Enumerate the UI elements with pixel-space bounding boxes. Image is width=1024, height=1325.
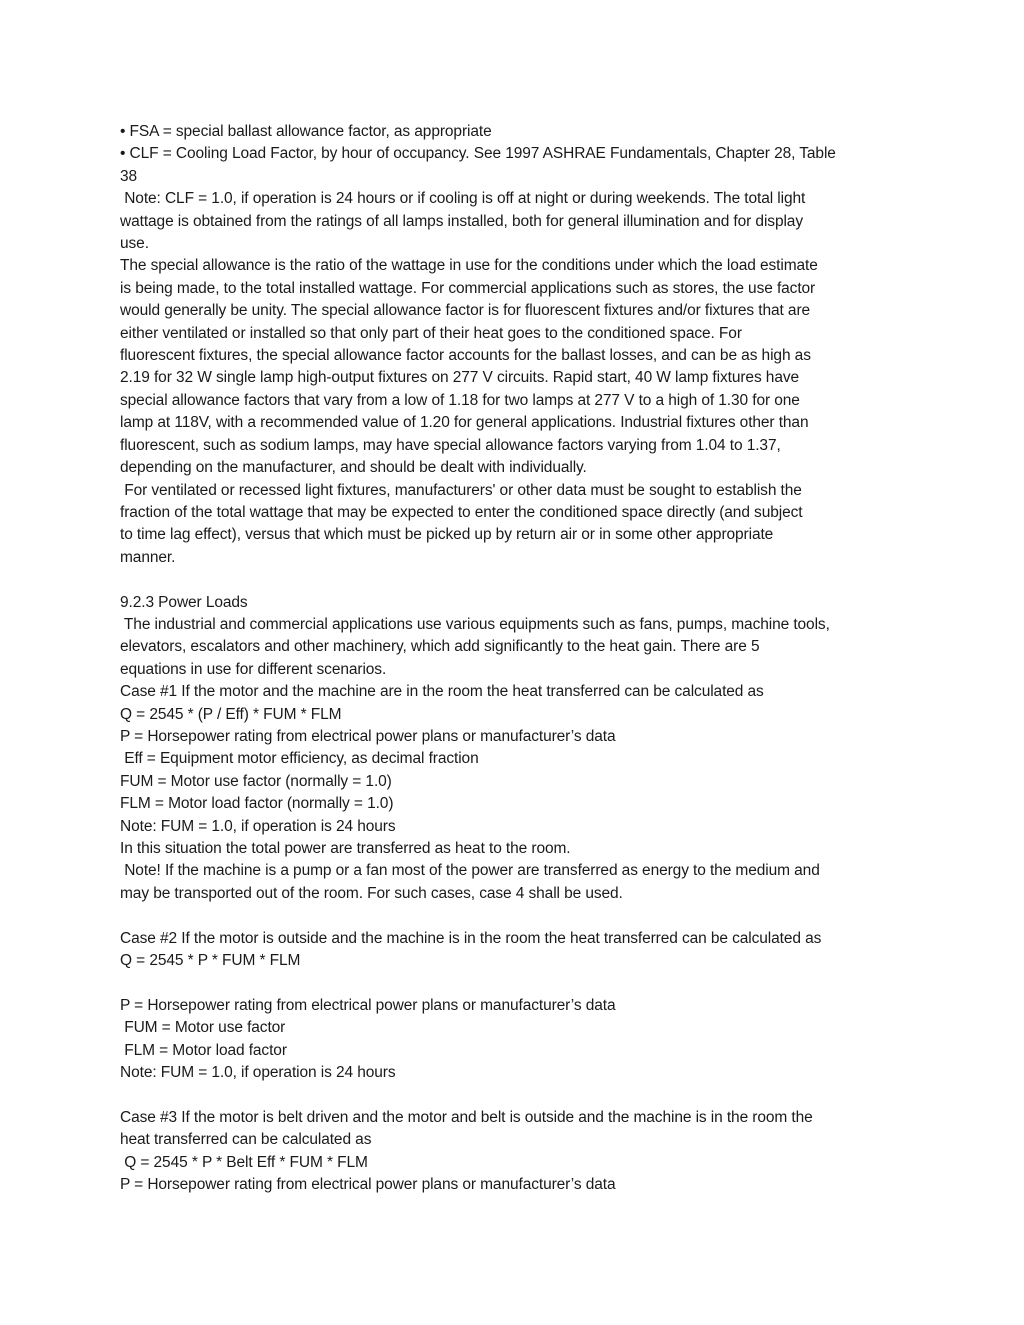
text-line: manner.: [120, 548, 176, 566]
text-line: Note: FUM = 1.0, if operation is 24 hours: [120, 1064, 396, 1082]
blank-line: [120, 1084, 906, 1106]
text-line: FLM = Motor load factor (normally = 1.0): [120, 795, 394, 813]
text-line: is being made, to the total installed wattage. For commercial applications such as stores, the use factor: [120, 279, 816, 297]
text-line: lamp at 118V, with a recommended value of 1.20 for general applications. Industrial fixtures other than: [120, 414, 809, 432]
text-line: FUM = Motor use factor: [120, 1019, 286, 1037]
text-line: FUM = Motor use factor (normally = 1.0): [120, 772, 392, 790]
text-line: Case #2 If the motor is outside and the machine is in the room the heat transferred can be calculated as: [120, 929, 822, 947]
text-line: to time lag effect), versus that which must be picked up by return air or in some other appropriate: [120, 526, 774, 544]
text-line: P = Horsepower rating from electrical power plans or manufacturer’s data: [120, 1176, 616, 1194]
equation-line: Q = 2545 * P * Belt Eff * FUM * FLM: [120, 1153, 368, 1171]
text-line: would generally be unity. The special allowance factor is for fluorescent fixtures and/or fixtures that are: [120, 302, 811, 320]
document-body: [120, 121, 906, 1196]
text-line: special allowance factors that vary from a low of 1.18 for two lamps at 277 V to a high of 1.30 for one: [120, 391, 800, 409]
text-line: Case #1 If the motor and the machine are in the room the heat transferred can be calculated as: [120, 683, 764, 701]
text-line: fraction of the total wattage that may be expected to enter the conditioned space directly (and subject: [120, 503, 803, 521]
text-line: P = Horsepower rating from electrical power plans or manufacturer’s data: [120, 996, 616, 1014]
blank-line: [120, 569, 906, 591]
text-line: 38: [120, 167, 138, 185]
text-line: Case #3 If the motor is belt driven and the motor and belt is outside and the machine is in the room the: [120, 1108, 813, 1126]
text-line: For ventilated or recessed light fixtures, manufacturers' or other data must be sought to establish the: [120, 481, 802, 499]
text-line: The industrial and commercial applications use various equipments such as fans, pumps, machine tools,: [120, 615, 830, 633]
text-line: heat transferred can be calculated as: [120, 1131, 372, 1149]
text-line: equations in use for different scenarios.: [120, 660, 387, 678]
text-line: depending on the manufacturer, and should be dealt with individually.: [120, 459, 587, 477]
text-line: In this situation the total power are transferred as heat to the room.: [120, 839, 571, 857]
text-line: 2.19 for 32 W single lamp high-output fixtures on 277 V circuits. Rapid start, 40 W lamp fixtures have: [120, 369, 800, 387]
text-line: • CLF = Cooling Load Factor, by hour of occupancy. See 1997 ASHRAE Fundamentals, Chapter 28, Table: [120, 145, 836, 163]
text-line: fluorescent fixtures, the special allowance factor accounts for the ballast losses, and can be as high as: [120, 347, 811, 365]
text-line: Note! If the machine is a pump or a fan most of the power are transferred as energy to the medium and: [120, 862, 820, 880]
text-line: • FSA = special ballast allowance factor, as appropriate: [120, 123, 492, 140]
text-line: FLM = Motor load factor: [120, 1041, 287, 1059]
text-line: Note: FUM = 1.0, if operation is 24 hours: [120, 817, 396, 835]
text-line: fluorescent, such as sodium lamps, may have special allowance factors varying from 1.04 to 1.37,: [120, 436, 781, 454]
text-line: Eff = Equipment motor efficiency, as decimal fraction: [120, 750, 479, 768]
text-line: P = Horsepower rating from electrical power plans or manufacturer’s data: [120, 727, 616, 745]
blank-line: [120, 972, 906, 994]
section-heading: 9.2.3 Power Loads: [120, 593, 248, 611]
text-line: Note: CLF = 1.0, if operation is 24 hours or if cooling is off at night or during weekends. The total light: [120, 190, 806, 208]
text-line: may be transported out of the room. For such cases, case 4 shall be used.: [120, 884, 623, 902]
blank-line: [120, 905, 906, 927]
equation-line: Q = 2545 * P * FUM * FLM: [120, 952, 301, 969]
text-line: elevators, escalators and other machinery, which add significantly to the heat gain. There are 5: [120, 638, 760, 656]
text-line: use.: [120, 235, 149, 253]
equation-line: Q = 2545 * (P / Eff) * FUM * FLM: [120, 705, 342, 723]
text-line: either ventilated or installed so that only part of their heat goes to the conditioned space. For: [120, 324, 742, 342]
text-line: The special allowance is the ratio of the wattage in use for the conditions under which the load estimate: [120, 257, 818, 275]
text-line: wattage is obtained from the ratings of all lamps installed, both for general illumination and for display: [120, 212, 803, 230]
